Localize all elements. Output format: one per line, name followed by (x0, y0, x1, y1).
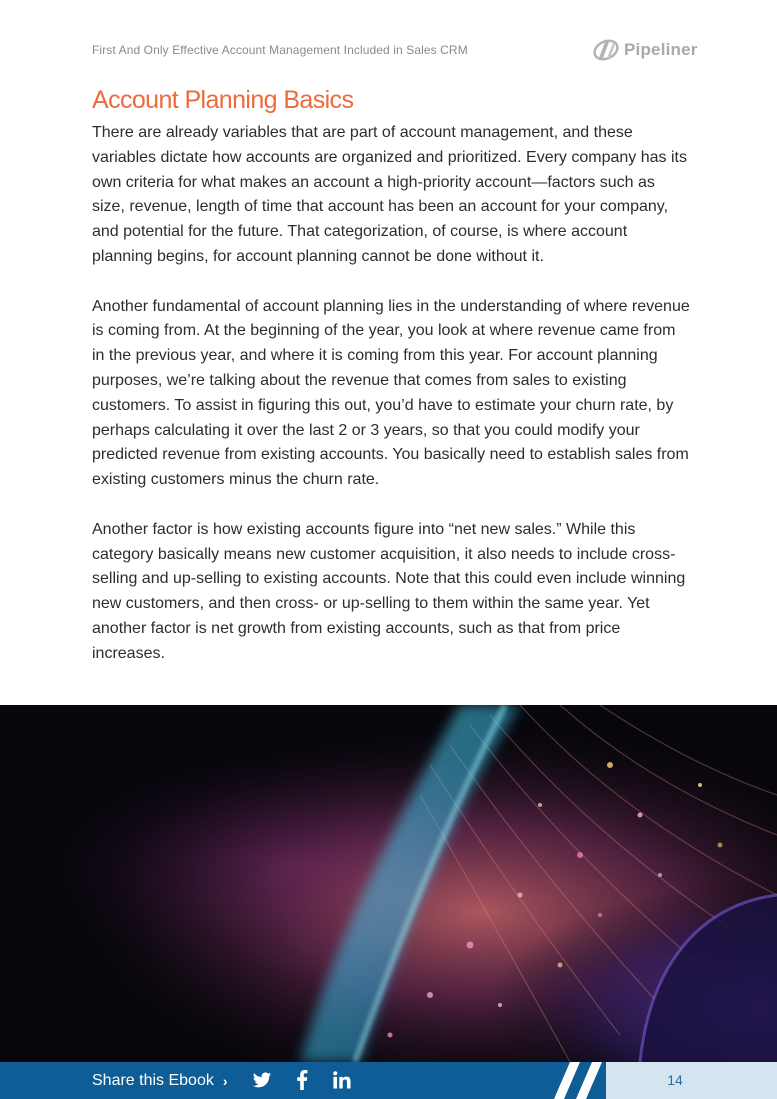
fiber-optic-illustration (0, 705, 777, 1062)
footer-stripes-decoration (540, 1062, 620, 1099)
section-title: Account Planning Basics (92, 86, 354, 114)
pipeliner-logo (592, 37, 698, 63)
paragraph-2: Another fundamental of account planning lies in the understanding of where revenue is coming from. At the beginning of the year, you look at where revenue came from in the previous year, and where it is coming from this year. For account planning purposes, we’re talking about the revenue that comes from sales to existing customers. To assist in figuring this out, you’d have to estimate your churn rate, by perhaps calculating it over the last 2 or 3 years, so that you could modify your predicted revenue from existing accounts. You basically need to establish sales from existing customers minus the churn rate. (92, 297, 690, 489)
linkedin-icon[interactable] (331, 1069, 353, 1091)
footer-page-panel (606, 1062, 777, 1099)
share-ebook-label: Share this Ebook (92, 1072, 214, 1089)
body-text (92, 121, 692, 691)
share-ebook-button[interactable] (92, 1070, 228, 1092)
facebook-icon[interactable] (291, 1069, 313, 1091)
paragraph-1: There are already variables that are part of account management, and these variables dictate how accounts are organized and prioritized. Every company has its own criteria for what makes an account a high-priority account—factors such as size, revenue, length of time that account has been an account for your company, and potential for the future. That categorization, of course, is where account planning begins, for account planning cannot be done without it. (92, 124, 687, 265)
twitter-icon[interactable] (251, 1069, 273, 1091)
chevron-right-icon: › (222, 1073, 228, 1089)
page-number: 14 (667, 1072, 683, 1088)
running-header: First And Only Effective Account Management Included in Sales CRM (92, 43, 468, 57)
footer-bar (0, 1062, 777, 1099)
paragraph-3: Another factor is how existing accounts figure into “net new sales.” While this category basically means new customer acquisition, it also needs to include cross-selling and up-selling to existing accounts. Note that this could even include winning new customers, and then cross- or up-selling to them within the same year. Yet another factor is net growth from existing accounts, such as that from price increases. (92, 520, 686, 662)
brand-name: Pipeliner (624, 40, 698, 59)
fiber-optic-image (0, 705, 777, 1062)
pipeliner-logo-icon (592, 38, 620, 62)
